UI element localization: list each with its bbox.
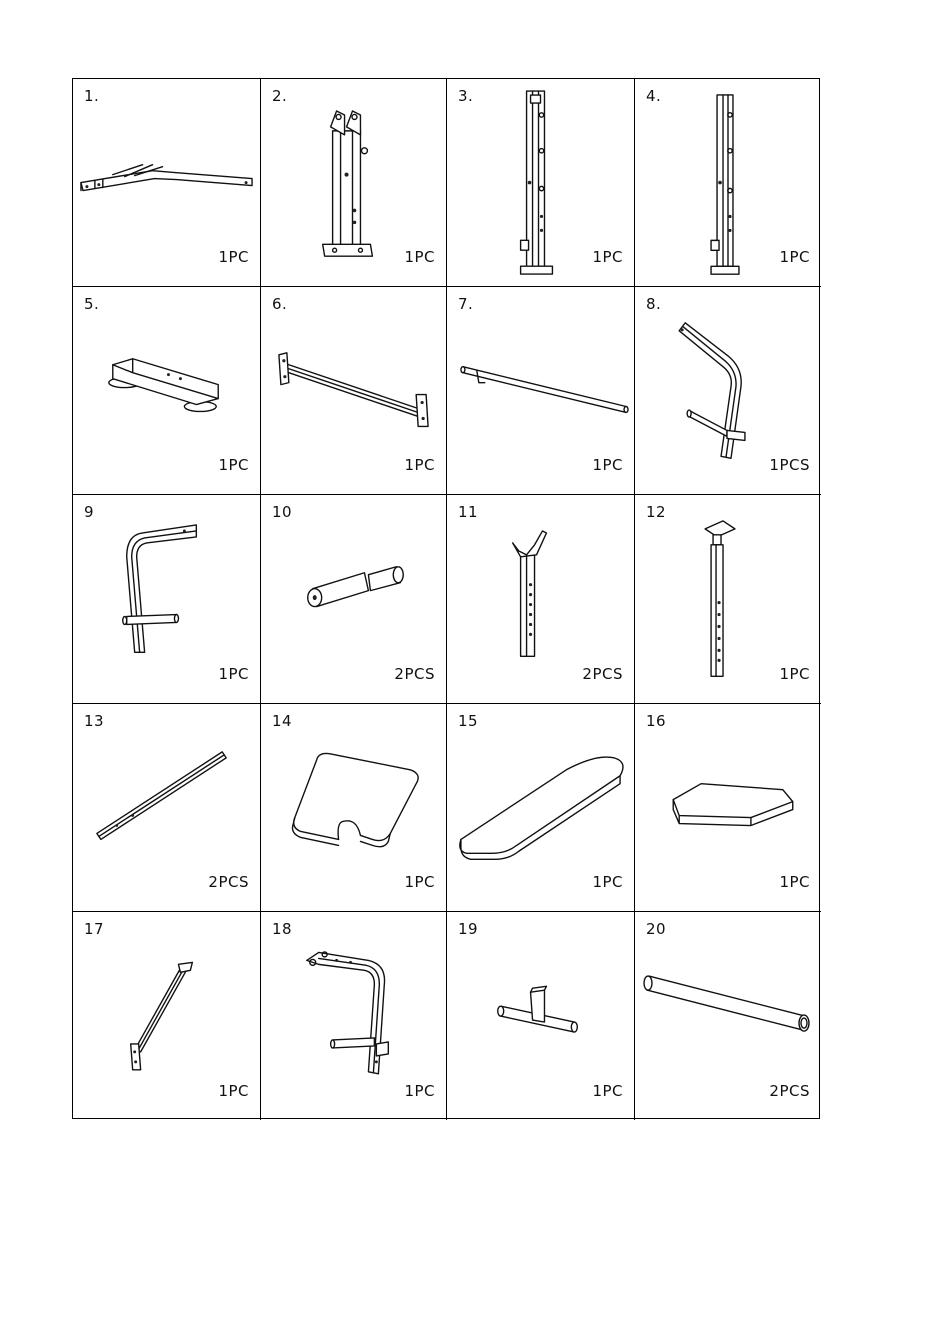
part-cell <box>73 79 261 287</box>
part-cell <box>447 79 635 287</box>
part-cell <box>635 912 821 1120</box>
part-number: 13 <box>84 711 105 730</box>
part-cell <box>447 495 635 703</box>
part-quantity: 1PC <box>779 872 810 891</box>
part-quantity: 1PC <box>404 248 435 267</box>
part-quantity: 1PC <box>404 456 435 475</box>
part-quantity: 1PC <box>779 248 810 267</box>
part-cell <box>635 704 821 912</box>
part-number: 11 <box>458 503 479 522</box>
part-quantity: 2PCS <box>394 664 435 683</box>
part-cell <box>73 704 261 912</box>
part-number: 12 <box>646 503 667 522</box>
part-number: 19 <box>458 919 479 938</box>
part-cell <box>261 287 447 495</box>
part-number: 3. <box>458 87 474 105</box>
part-number: 5. <box>84 295 100 314</box>
part-cell <box>447 912 635 1120</box>
part-cell <box>261 79 447 287</box>
part-cell <box>73 912 261 1120</box>
part-number: 1. <box>84 87 100 105</box>
part-number: 8. <box>646 295 662 314</box>
part-cell <box>635 79 821 287</box>
part-quantity: 1PC <box>218 248 249 267</box>
part-quantity: 1PC <box>218 1081 249 1100</box>
part-quantity: 1PC <box>404 1081 435 1100</box>
part-quantity: 1PC <box>592 1081 623 1100</box>
part-quantity: 2PCS <box>582 664 623 683</box>
parts-grid <box>72 78 820 1119</box>
part-quantity: 1PC <box>592 248 623 267</box>
part-cell <box>447 287 635 495</box>
part-quantity: 1PC <box>592 456 623 475</box>
part-number: 20 <box>646 919 667 938</box>
part-number: 7. <box>458 295 474 314</box>
part-quantity: 1PCS <box>769 456 810 475</box>
part-cell <box>447 704 635 912</box>
part-cell <box>73 287 261 495</box>
part-cell <box>635 495 821 703</box>
part-number: 16 <box>646 711 667 730</box>
part-number: 9 <box>84 503 95 522</box>
part-quantity: 1PC <box>404 872 435 891</box>
part-number: 17 <box>84 919 105 938</box>
part-cell <box>635 287 821 495</box>
part-quantity: 1PC <box>592 872 623 891</box>
part-cell <box>261 495 447 703</box>
part-quantity: 1PC <box>779 664 810 683</box>
part-number: 4. <box>646 87 662 105</box>
part-number: 6. <box>272 295 288 314</box>
part-cell <box>261 704 447 912</box>
part-quantity: 2PCS <box>208 872 249 891</box>
part-number: 15 <box>458 711 479 730</box>
part-number: 18 <box>272 919 293 938</box>
part-number: 2. <box>272 87 288 105</box>
part-number: 10 <box>272 503 293 522</box>
part-quantity: 1PC <box>218 664 249 683</box>
part-quantity: 1PC <box>218 456 249 475</box>
part-cell <box>73 495 261 703</box>
part-cell <box>261 912 447 1120</box>
part-number: 14 <box>272 711 293 730</box>
part-quantity: 2PCS <box>769 1081 810 1100</box>
